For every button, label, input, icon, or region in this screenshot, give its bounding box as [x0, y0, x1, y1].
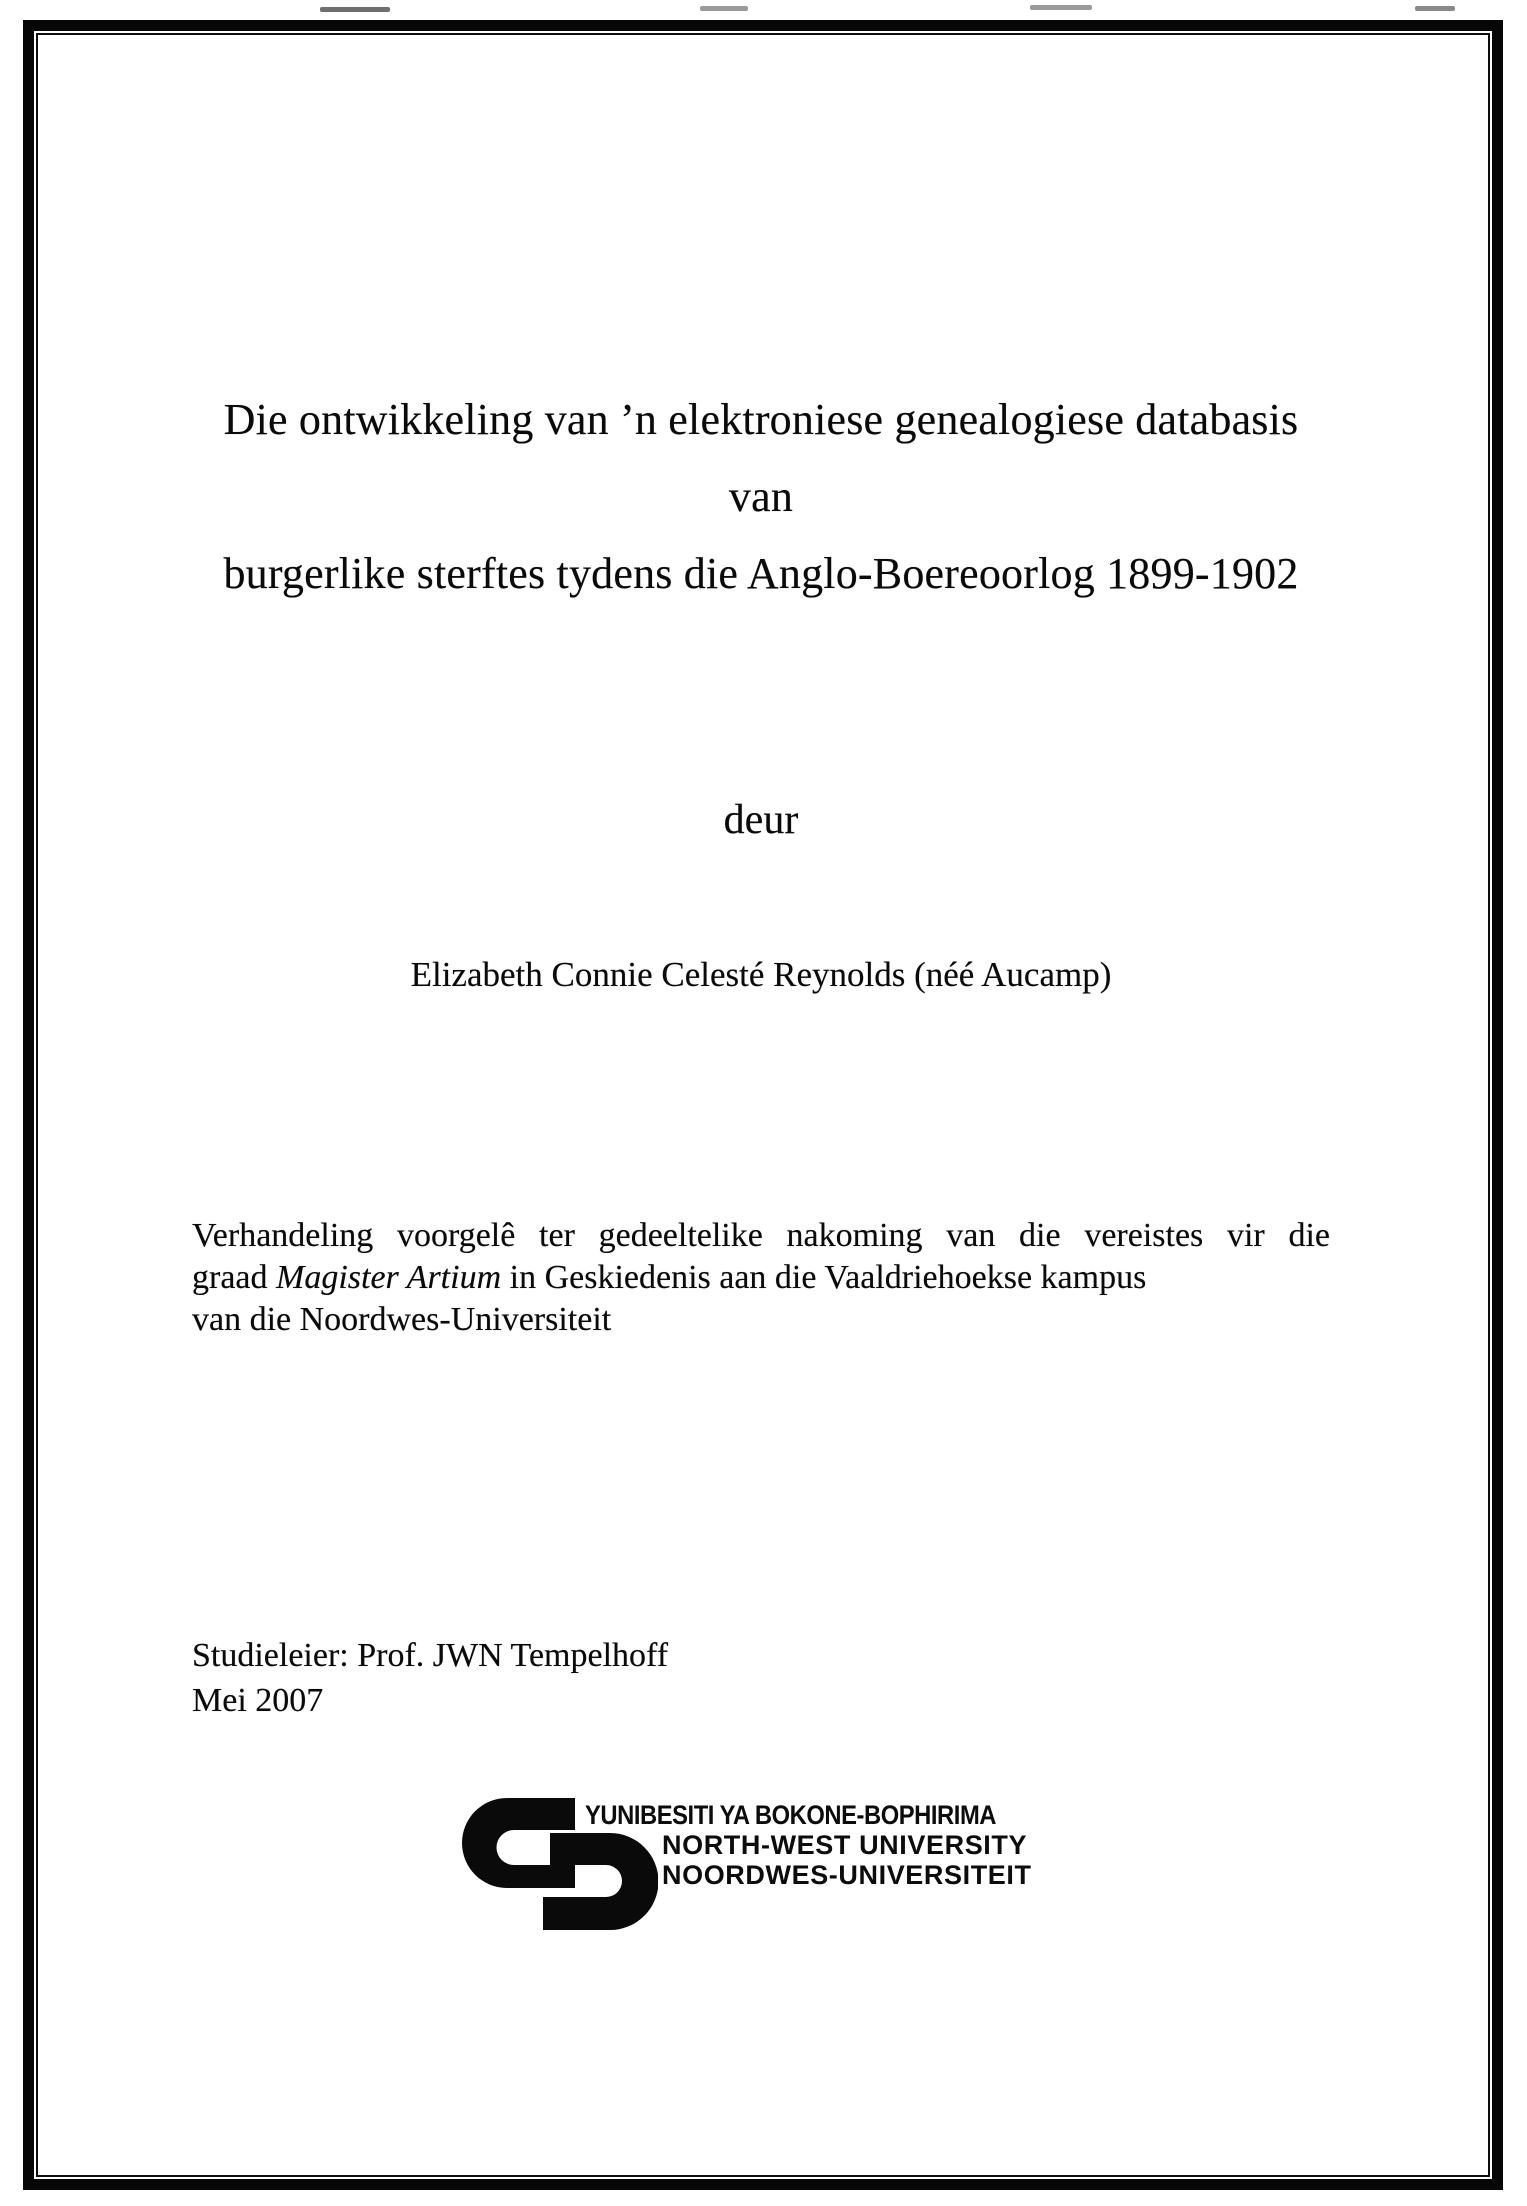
- byline-label: deur: [723, 797, 799, 843]
- university-wordmark-line-1-text: YUNIBESITI YA BOKONE-BOPHIRIMA: [585, 1800, 997, 1830]
- declaration-line-2-prefix: graad: [192, 1259, 277, 1296]
- scan-artifact: [1415, 6, 1455, 11]
- scan-artifact: [1030, 5, 1092, 10]
- declaration-line-2: [192, 1257, 1330, 1299]
- degree-name: Magister Artium: [276, 1259, 502, 1296]
- university-wordmark-line-1: [585, 1800, 1052, 1830]
- thesis-title-line-1: Die ontwikkeling van ’n elektroniese genealogiese databasis van: [223, 395, 1299, 521]
- date-line: Mei 2007: [192, 1682, 324, 1719]
- declaration-line-3: van die Noordwes-Universiteit: [192, 1301, 612, 1338]
- university-wordmark-line-3: NOORDWES-UNIVERSITEIT: [662, 1860, 1032, 1890]
- supervisor-line: Studieleier: Prof. JWN Tempelhoff: [192, 1637, 669, 1674]
- university-wordmark-line-2: NORTH-WEST UNIVERSITY: [662, 1830, 1028, 1860]
- university-wordmark: [585, 1800, 1052, 1890]
- declaration-line-1: Verhandeling voorgelê ter gedeeltelike nakoming van die vereistes vir die: [192, 1217, 1330, 1254]
- scan-artifact: [700, 6, 748, 11]
- scan-artifact: [320, 7, 390, 12]
- degree-declaration: [192, 1215, 1330, 1341]
- author-name: Elizabeth Connie Celesté Reynolds (néé Aucamp): [410, 955, 1112, 994]
- declaration-line-2-suffix: in Geskiedenis aan die Vaaldriehoekse kampus: [501, 1259, 1147, 1296]
- thesis-title-line-2: burgerlike sterftes tydens die Anglo-Boereoorlog 1899-1902: [223, 549, 1299, 598]
- thesis-title: [192, 381, 1330, 612]
- supervisor-block: [192, 1633, 668, 1723]
